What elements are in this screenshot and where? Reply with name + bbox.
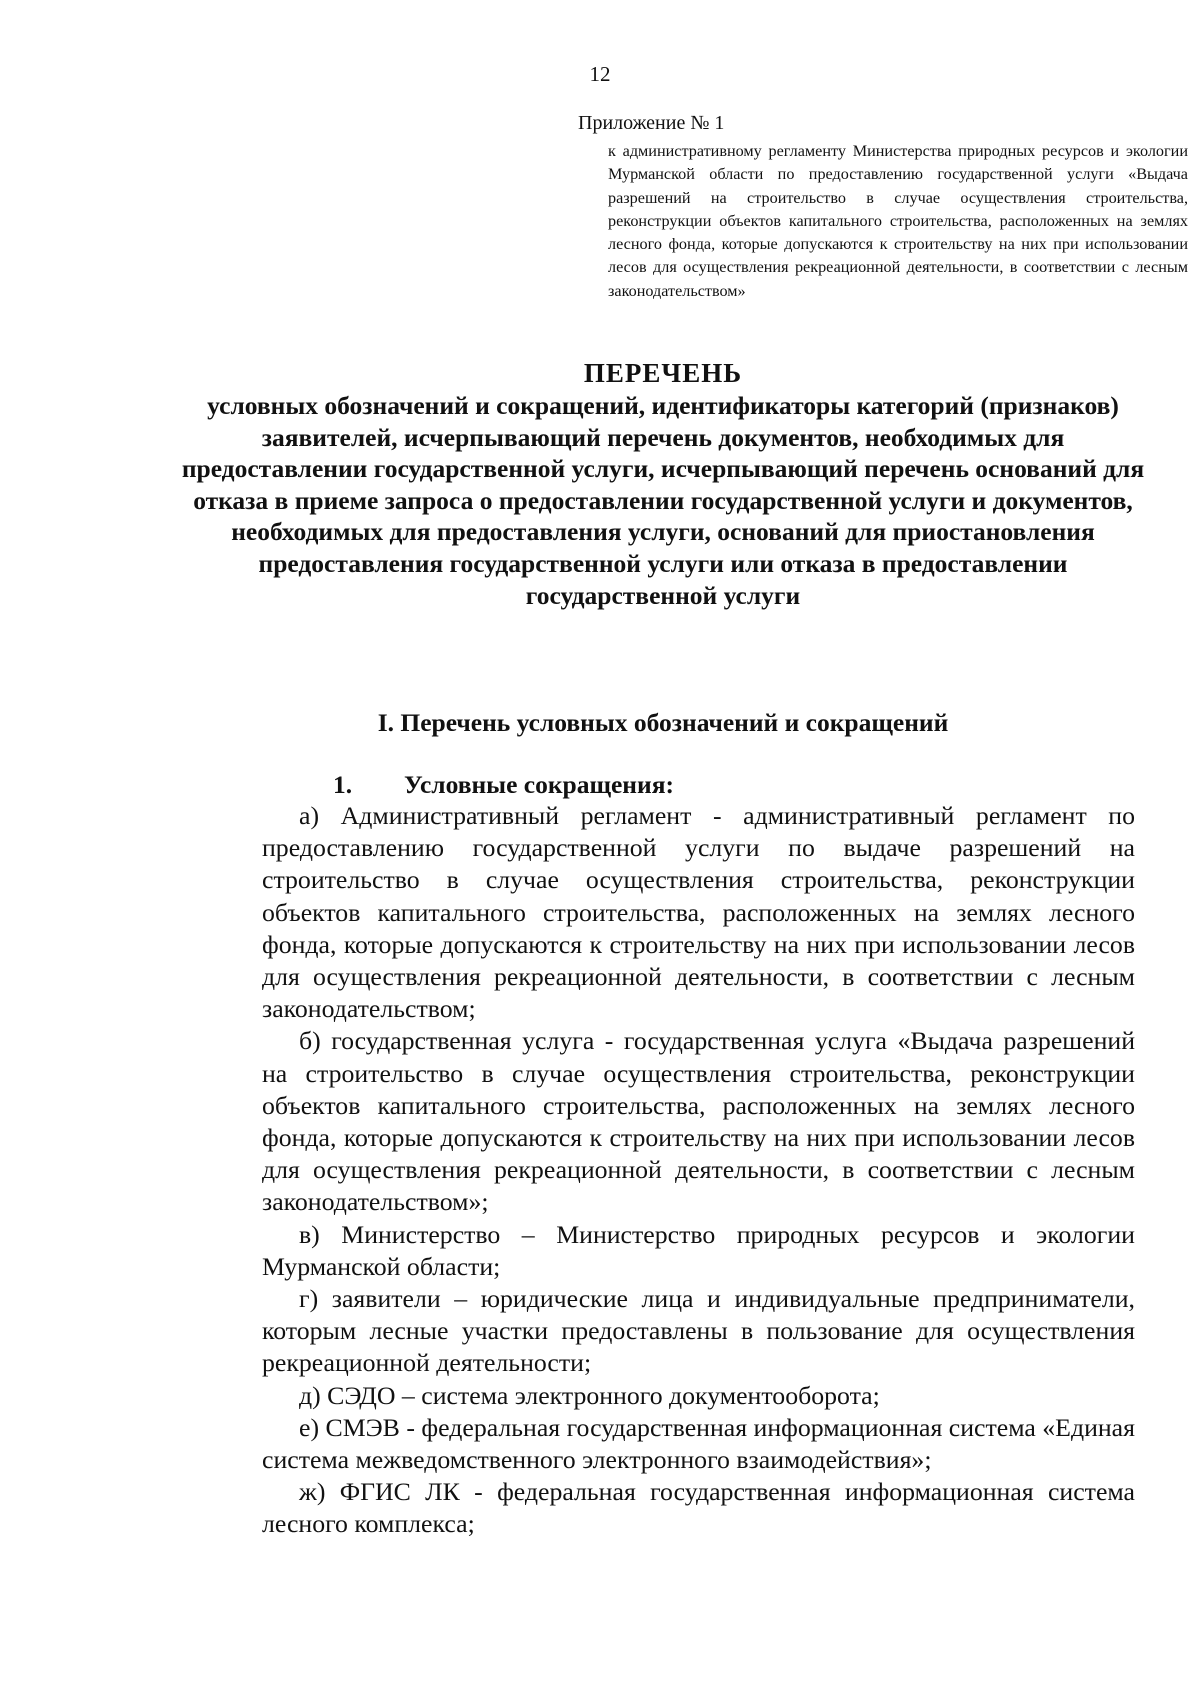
appendix-title: Приложение № 1 xyxy=(578,112,725,134)
list-item: г) заявители – юридические лица и индивидуальные предприниматели, которым лесные участки предоставлены в пользование для осуществления рекреационной деятельности; xyxy=(262,1284,1135,1378)
section-title: I. Перечень условных обозначений и сокращений xyxy=(377,708,949,737)
appendix-subtitle: к административному регламенту Министерства природных ресурсов и экологии Мурманской области по предоставлению государственной услуги «Выдача разрешений на строительство в случае осуществления строительства, реконструкции объектов капитального строительства, расположенных на землях лесного фонда, которые допускаются к строительству на них при использовании лесов для осуществления рекреационной деятельности, в соответствии с лесным законодательством» xyxy=(608,142,1188,300)
list-item: а) Административный регламент - административный регламент по предоставлению государственной услуги по выдаче разрешений на строительство в случае осуществления строительства, реконструкции объектов капитального строительства, расположенных на землях лесного фонда, которые допускаются к строительству на них при использовании лесов для осуществления рекреационной деятельности, в соответствии с лесным законодательством; xyxy=(262,801,1135,1024)
subsection-title xyxy=(333,770,674,800)
document-heading: ПЕРЕЧЕНЬ xyxy=(583,358,743,388)
subsection-label: Условные сокращения: xyxy=(404,770,674,799)
document-heading-subtitle: условных обозначений и сокращений, идентификаторы категорий (признаков) заявителей, исчерпывающий перечень документов, необходимых для предоставлении государственной услуги, исчерпывающий перечень оснований для отказа в приеме запроса о предоставлении государственной услуги и документов, необходимых для предоставления услуги, оснований для приостановления предоставления государственной услуги или отказа в предоставлении государственной услуги xyxy=(181,391,1145,610)
page-number: 12 xyxy=(589,62,611,86)
list-item: б) государственная услуга - государственная услуга «Выдача разрешений на строительство в случае осуществления строительства, реконструкции объектов капитального строительства, расположенных на землях лесного фонда, которые допускаются к строительству на них при использовании лесов для осуществления рекреационной деятельности, в соответствии с лесным законодательством»; xyxy=(262,1026,1135,1217)
list-item: е) СМЭВ - федеральная государственная информационная система «Единая система межведомственного электронного взаимодействия»; xyxy=(262,1412,1135,1475)
list-item: в) Министерство – Министерство природных ресурсов и экологии Мурманской области; xyxy=(262,1219,1135,1281)
list-item: д) СЭДО – система электронного документооборота; xyxy=(299,1380,880,1410)
abbreviation-list xyxy=(262,800,1135,1541)
subsection-number: 1. xyxy=(333,770,353,799)
list-item: ж) ФГИС ЛК - федеральная государственная информационная система лесного комплекса; xyxy=(262,1477,1135,1539)
